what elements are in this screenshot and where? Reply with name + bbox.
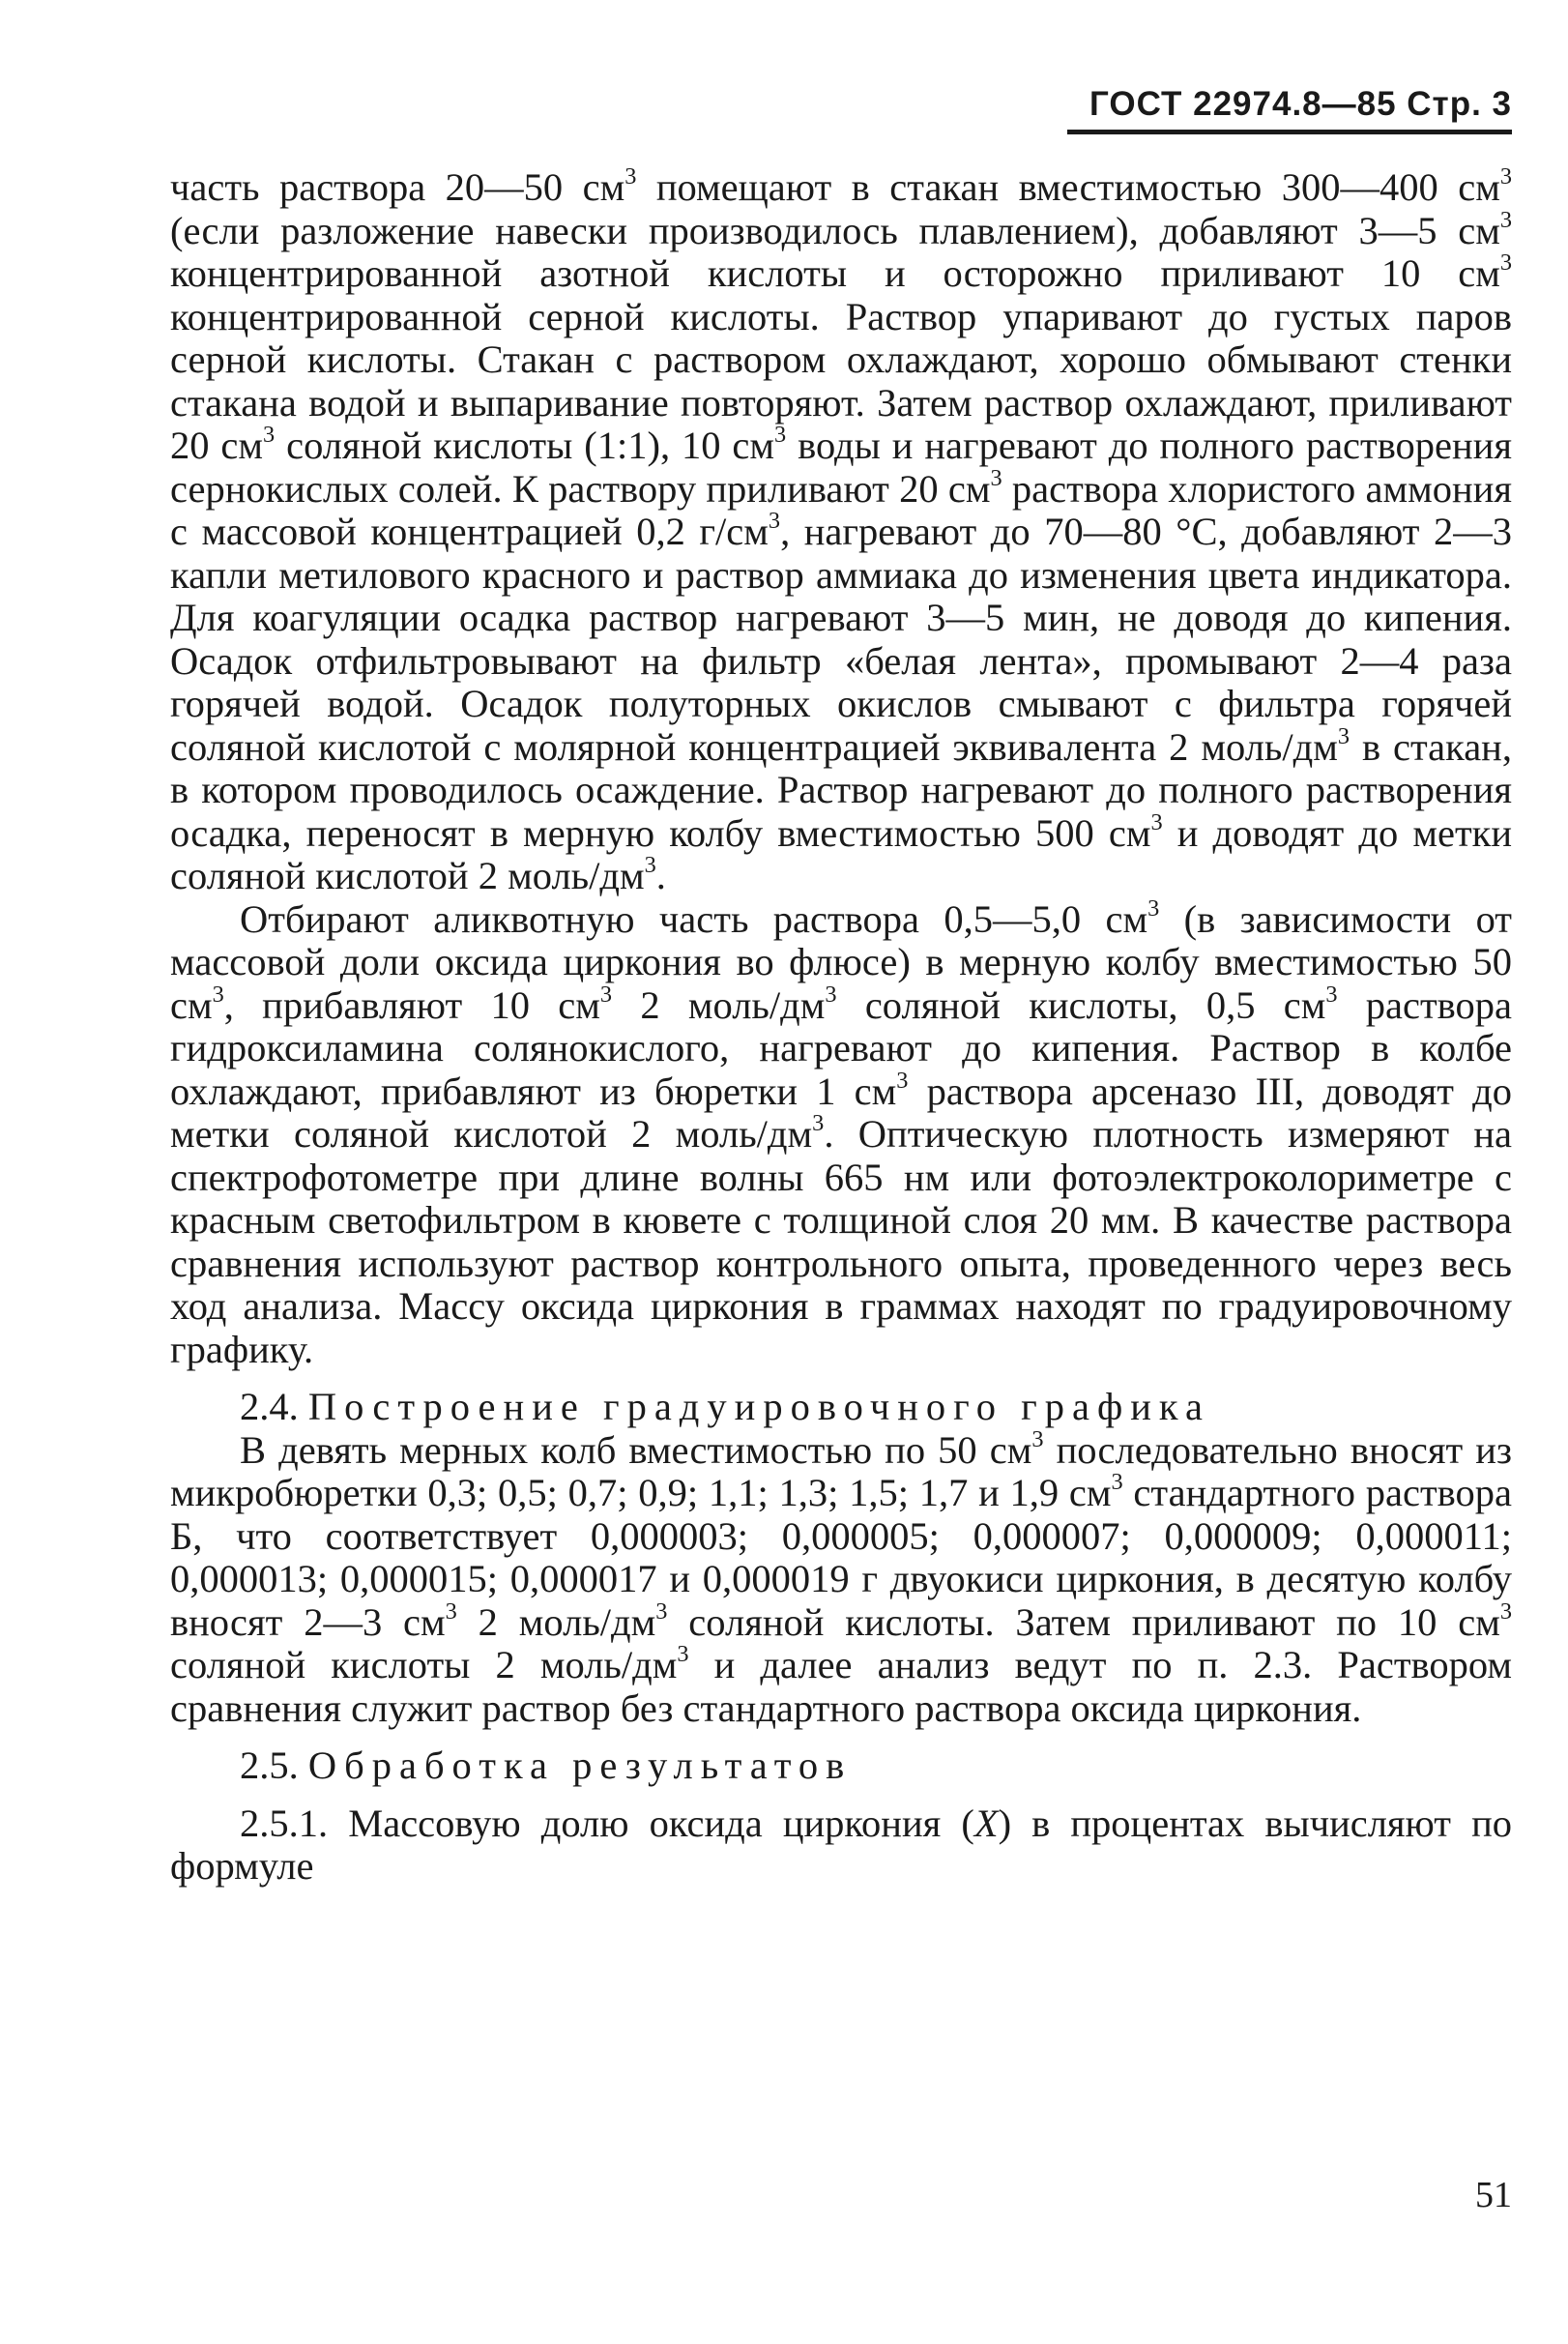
section-heading: 2.5. Обработка результатов xyxy=(240,1743,853,1787)
page-header: ГОСТ 22974.8—85 Стр. 3 xyxy=(1067,85,1512,134)
paragraph: часть раствора 20—50 $см^3$ помещают в стакан вместимостью 300—400 $см^3$ (если разложение навески производилось плавлением), добавляют 3—5 $см^3$ концентрированной азотной кислоты и осторожно приливают 10 $см^3$ концентрированной серной кислоты. Раствор упаривают до густых паров серной кислоты. Стакан с раствором охлаждают, хорошо обмывают стенки стакана водой и выпаривание повторяют. Затем раствор охлаждают, приливают 20 $см^3$ соляной кислоты (1:1), 10 $см^3$ воды и нагревают до полного растворения сернокислых солей. К раствору приливают 20 $см^3$ раствора хлористого аммония с массовой концентрацией 0,2 $г/см^3$, нагревают до 70—80 °С, добавляют 2—3 капли метилового красного и раствор аммиака до изменения цвета индикатора. Для коагуляции осадка раствор нагревают 3—5 мин, не доводя до кипения. Осадок отфильтровывают на фильтр «белая лента», промывают 2—4 раза горячей водой. Осадок полуторных окислов смывают с фильтра горячей соляной кислотой с молярной концентрацией эквивалента 2 моль/$дм^3$ в стакан, в котором проводилось осаждение. Раствор нагревают до полного растворения осадка, переносят в мерную колбу вместимостью 500 $см^3$ и доводят до метки соляной кислотой 2 моль/$дм^3$. xyxy=(170,163,1513,897)
section-heading: 2.4. Построение градуировочного графика xyxy=(240,1385,1210,1428)
paragraph: 2.5.1. Массовую долю оксида циркония (X) в процентах вычисляют по формуле xyxy=(170,1801,1512,1888)
paragraph: В девять мерных колб вместимостью по 50 $см^3$ последовательно вносят из микробюретки 0,3; 0,5; 0,7; 0,9; 1,1; 1,3; 1,5; 1,7 и 1,9 $см^3$ стандартного раствора Б, что соответствует 0,000003; 0,000005; 0,000007; 0,000009; 0,000011; 0,000013; 0,000015; 0,000017 и 0,000019 г двуокиси циркония, в десятую колбу вносят 2—3 $см^3$ 2 моль/$дм^3$ соляной кислоты. Затем приливают по 10 $см^3$ соляной кислоты 2 моль/$дм^3$ и далее анализ ведут по п. 2.3. Раствором сравнения служит раствор без стандартного раствора оксида циркония. xyxy=(170,1425,1512,1730)
document-body xyxy=(170,163,1513,1889)
page-number: 51 xyxy=(1475,2175,1512,2215)
paragraph: Отбирают аликвотную часть раствора 0,5—5,0 $см^3$ (в зависимости от массовой доли оксида циркония во флюсе) в мерную колбу вместимостью 50 $см^3$, прибавляют 10 $см^3$ 2 моль/$дм^3$ соляной кислоты, 0,5 $см^3$ раствора гидроксиламина солянокислого, нагревают до кипения. Раствор в колбе охлаждают, прибавляют из бюретки 1 $см^3$ раствора арсеназо III, доводят до метки соляной кислотой 2 моль/$дм^3$. Оптическую плотность измеряют на спектрофотометре при длине волны 665 нм или фотоэлектроколориметре с красным светофильтром в кювете с толщиной слоя 20 мм. В качестве раствора сравнения используют раствор контрольного опыта, проведенного через весь ход анализа. Массу оксида циркония в граммах находят по градуировочному графику. xyxy=(170,894,1513,1371)
